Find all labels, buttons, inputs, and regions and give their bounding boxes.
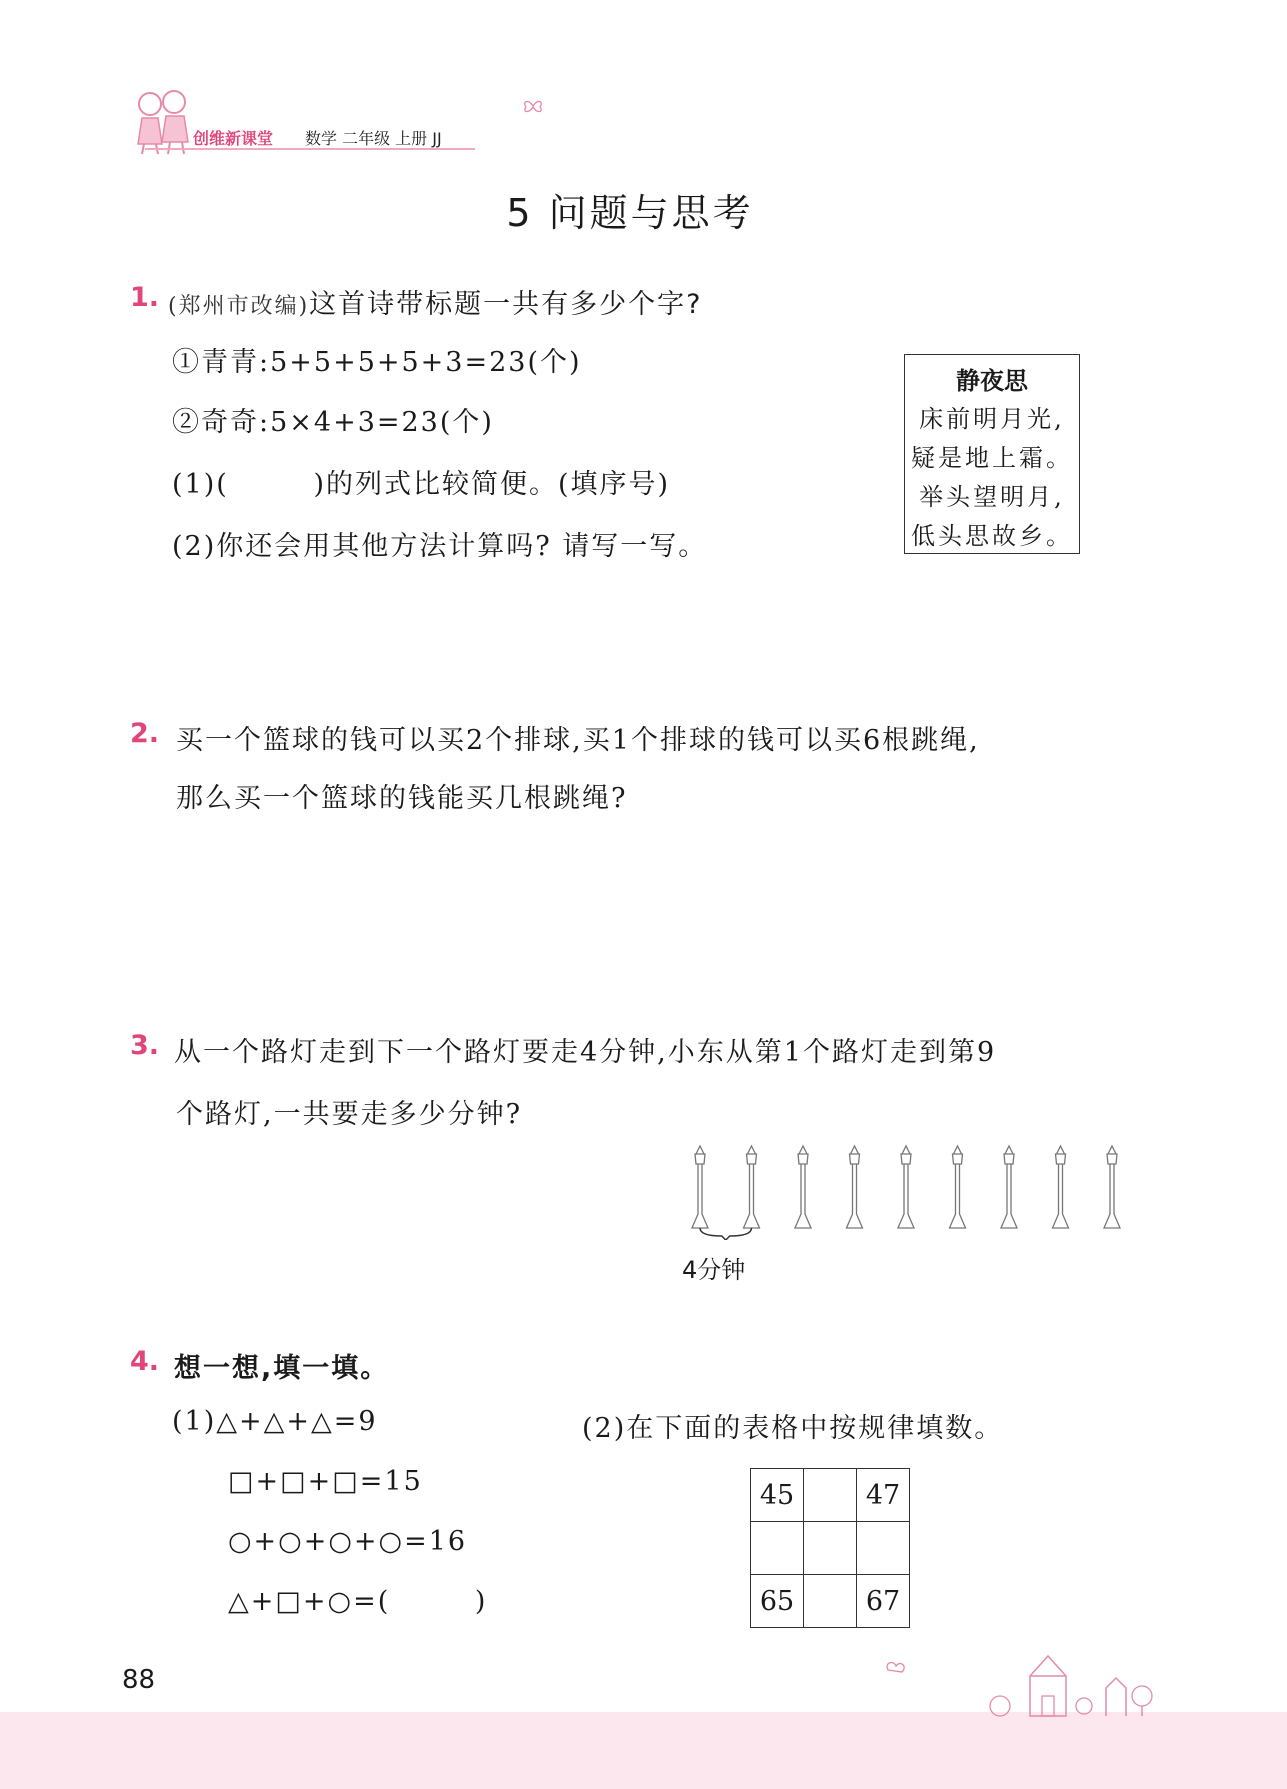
kids-mascot-icon: [128, 84, 198, 156]
grid-cell[interactable]: [804, 1575, 857, 1628]
q4-number: 4.: [130, 1346, 160, 1377]
castle-decoration-icon: [880, 1650, 1180, 1718]
q1-line-4: (2)你还会用其他方法计算吗? 请写一写。: [172, 531, 708, 562]
page-number: 88: [122, 1665, 156, 1695]
poem-line: 疑是地上霜。: [911, 444, 1073, 472]
street-lamps-illustration: [680, 1140, 1140, 1240]
q3-number: 3.: [130, 1030, 160, 1061]
q3-line-1: 从一个路灯走到下一个路灯要走4分钟,小东从第1个路灯走到第9: [174, 1037, 997, 1068]
poem-title: 静夜思: [956, 367, 1028, 395]
q4-eq-circle: ○+○+○+○=16: [228, 1526, 468, 1557]
subject-info: 数学 二年级 上册 JJ: [305, 129, 442, 148]
q2-line-2: 那么买一个篮球的钱能买几根跳绳?: [176, 783, 628, 814]
q4-eq-triangle: (1)△+△+△=9: [172, 1406, 378, 1437]
street-lamp-icon: [950, 1146, 966, 1228]
q1-question: 这首诗带标题一共有多少个字?: [309, 289, 703, 320]
grid-cell: 67: [857, 1575, 910, 1628]
q4-eq-sum: △+□+○=( ): [228, 1586, 488, 1617]
street-lamp-icon: [744, 1146, 760, 1228]
q1-number: 1.: [130, 282, 160, 313]
q1-source: (郑州市改编): [168, 294, 310, 319]
interval-brace: [700, 1228, 752, 1240]
page-title: 5 问题与思考: [506, 191, 754, 235]
grid-cell[interactable]: [751, 1522, 804, 1575]
q1-line-3: (1)( )的列式比较简便。(填序号): [172, 469, 671, 500]
poem-line: 床前明月光,: [919, 405, 1065, 433]
street-lamp-icon: [1001, 1146, 1017, 1228]
footer-band: [0, 1712, 1287, 1789]
q1-stem: [168, 282, 703, 321]
grid-cell[interactable]: [804, 1469, 857, 1522]
grid-cell[interactable]: [804, 1522, 857, 1575]
poem-line: 低头思故乡。: [911, 522, 1073, 550]
grid-cell: 47: [857, 1469, 910, 1522]
q4-part2-label: (2)在下面的表格中按规律填数。: [582, 1413, 1004, 1444]
poem-box: [904, 354, 1080, 554]
grid-cell[interactable]: [857, 1522, 910, 1575]
q3-line-2: 个路灯,一共要走多少分钟?: [176, 1099, 523, 1130]
q2-number: 2.: [130, 718, 160, 749]
q1-line-1: ①青青:5+5+5+5+3=23(个): [172, 347, 582, 378]
q2-line-1: 买一个篮球的钱可以买2个排球,买1个排球的钱可以买6根跳绳,: [176, 725, 980, 756]
poem-line: 举头望明月,: [919, 483, 1065, 511]
street-lamp-icon: [1104, 1146, 1120, 1228]
street-lamp-icon: [847, 1146, 863, 1228]
q4-eq-square: □+□+□=15: [228, 1466, 423, 1497]
street-lamp-icon: [898, 1146, 914, 1228]
header-divider: [145, 148, 475, 150]
grid-cell: 65: [751, 1575, 804, 1628]
butterfly-icon: [522, 98, 544, 114]
grid-cell: 45: [751, 1469, 804, 1522]
q4-instruction: 想一想,填一填。: [174, 1353, 390, 1384]
street-lamp-icon: [692, 1146, 708, 1228]
number-grid: [750, 1468, 910, 1628]
interval-label: 4分钟: [682, 1256, 746, 1284]
q1-line-2: ②奇奇:5×4+3=23(个): [172, 407, 494, 438]
street-lamp-icon: [1053, 1146, 1069, 1228]
street-lamp-icon: [795, 1146, 811, 1228]
brand-name: 创维新课堂: [193, 129, 274, 148]
